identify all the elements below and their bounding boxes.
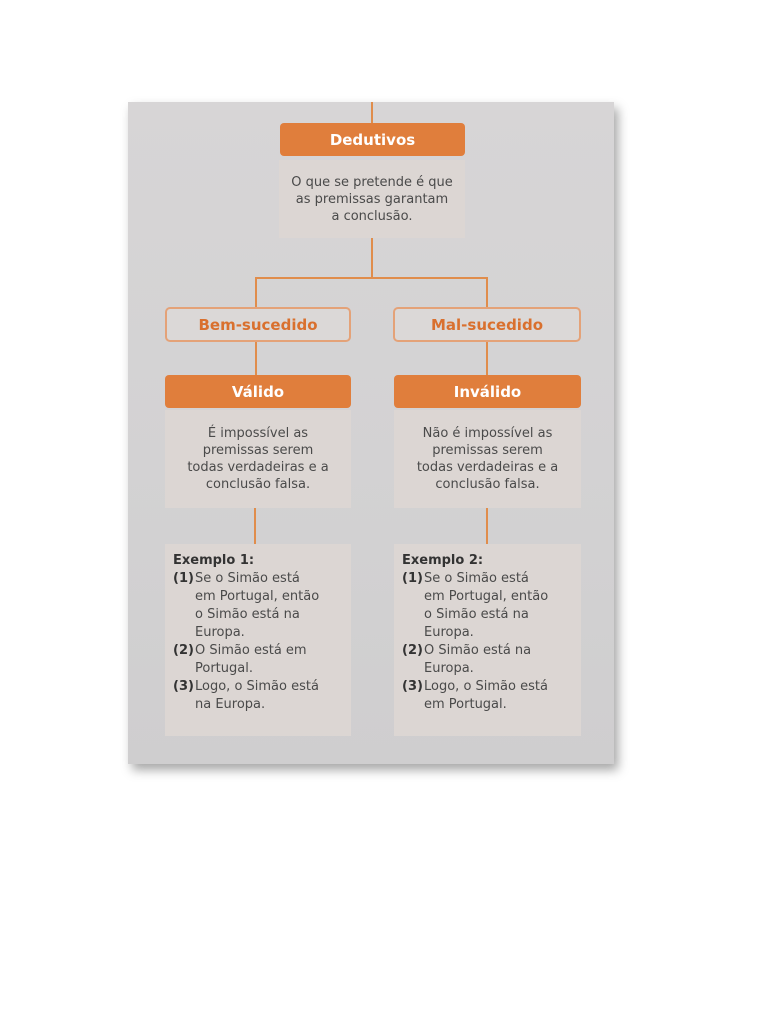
premise xyxy=(402,678,575,714)
premise-line: em Portugal, então xyxy=(424,589,549,604)
premise-line: Europa. xyxy=(424,625,474,640)
diagram-photo xyxy=(128,102,614,764)
description-line: premissas serem xyxy=(202,443,314,458)
premise-line: O Simão está em xyxy=(195,643,307,658)
premise-number: (2) xyxy=(402,643,423,658)
example-1-title: Exemplo 1: xyxy=(173,553,255,568)
premise-number: (3) xyxy=(402,679,423,694)
premise-text xyxy=(424,570,575,642)
premise-number: (1) xyxy=(402,571,423,586)
description-line: O que se pretende é que xyxy=(291,174,453,190)
premise xyxy=(402,642,575,678)
connector-horizontal xyxy=(255,277,488,279)
premise-line: Se o Simão está xyxy=(195,571,300,586)
description-line: todas verdadeiras e a xyxy=(187,460,329,475)
premise-text xyxy=(424,642,575,678)
premise-line: o Simão está na xyxy=(195,607,300,622)
connector-top xyxy=(371,102,373,124)
example-2 xyxy=(394,544,581,736)
premise-text xyxy=(424,678,575,714)
node-valido-label: Válido xyxy=(231,382,285,401)
node-invalido xyxy=(394,375,581,408)
premise-line: em Portugal, então xyxy=(195,589,320,604)
connector-right-bottom xyxy=(486,508,488,544)
description-line: premissas serem xyxy=(432,443,543,458)
description-line: conclusão falsa. xyxy=(205,477,311,492)
invalido-description xyxy=(394,410,581,508)
premise-line: Logo, o Simão está xyxy=(195,679,319,694)
description-line: as premissas garantam xyxy=(295,191,449,207)
node-mal-sucedido-label: Mal-sucedido xyxy=(430,315,543,334)
premise-text xyxy=(195,570,345,642)
premise xyxy=(173,678,345,714)
connector-left-drop xyxy=(255,277,257,307)
connector-trunk xyxy=(371,238,373,279)
node-dedutivos xyxy=(280,123,465,156)
node-dedutivos-label: Dedutivos xyxy=(329,130,416,149)
connector-right-mid xyxy=(486,341,488,375)
node-bem-sucedido xyxy=(165,307,351,342)
example-1 xyxy=(165,544,351,736)
connector-left-mid xyxy=(255,341,257,375)
premise-line: O Simão está na xyxy=(424,643,532,658)
dedutivos-description xyxy=(279,160,465,238)
premise-line: Europa. xyxy=(195,625,245,640)
description-line: todas verdadeiras e a xyxy=(416,460,559,475)
description-line: Não é impossível as xyxy=(422,426,553,441)
premise-line: na Europa. xyxy=(195,697,266,712)
valido-description xyxy=(165,410,351,508)
premise-line: o Simão está na xyxy=(424,607,529,622)
premise-text xyxy=(195,642,345,678)
premise-line: Portugal. xyxy=(195,661,253,676)
description-line: a conclusão. xyxy=(331,208,413,224)
premise xyxy=(173,642,345,678)
premise-number: (3) xyxy=(173,679,194,694)
connector-right-drop xyxy=(486,277,488,307)
premise-number: (2) xyxy=(173,643,194,658)
premise-line: Europa. xyxy=(424,661,474,676)
premise-text xyxy=(195,678,345,714)
premise-line: Se o Simão está xyxy=(424,571,529,586)
node-valido xyxy=(165,375,351,408)
description-line: conclusão falsa. xyxy=(435,477,540,492)
premise-number: (1) xyxy=(173,571,194,586)
description-line: É impossível as xyxy=(207,426,309,441)
premise-line: Logo, o Simão está xyxy=(424,679,548,694)
premise xyxy=(173,570,345,642)
premise xyxy=(402,570,575,642)
node-bem-sucedido-label: Bem-sucedido xyxy=(198,315,318,334)
example-2-title: Exemplo 2: xyxy=(402,553,484,568)
node-invalido-label: Inválido xyxy=(453,382,522,401)
node-mal-sucedido xyxy=(393,307,581,342)
premise-line: em Portugal. xyxy=(424,697,507,712)
connector-left-bottom xyxy=(254,508,256,544)
